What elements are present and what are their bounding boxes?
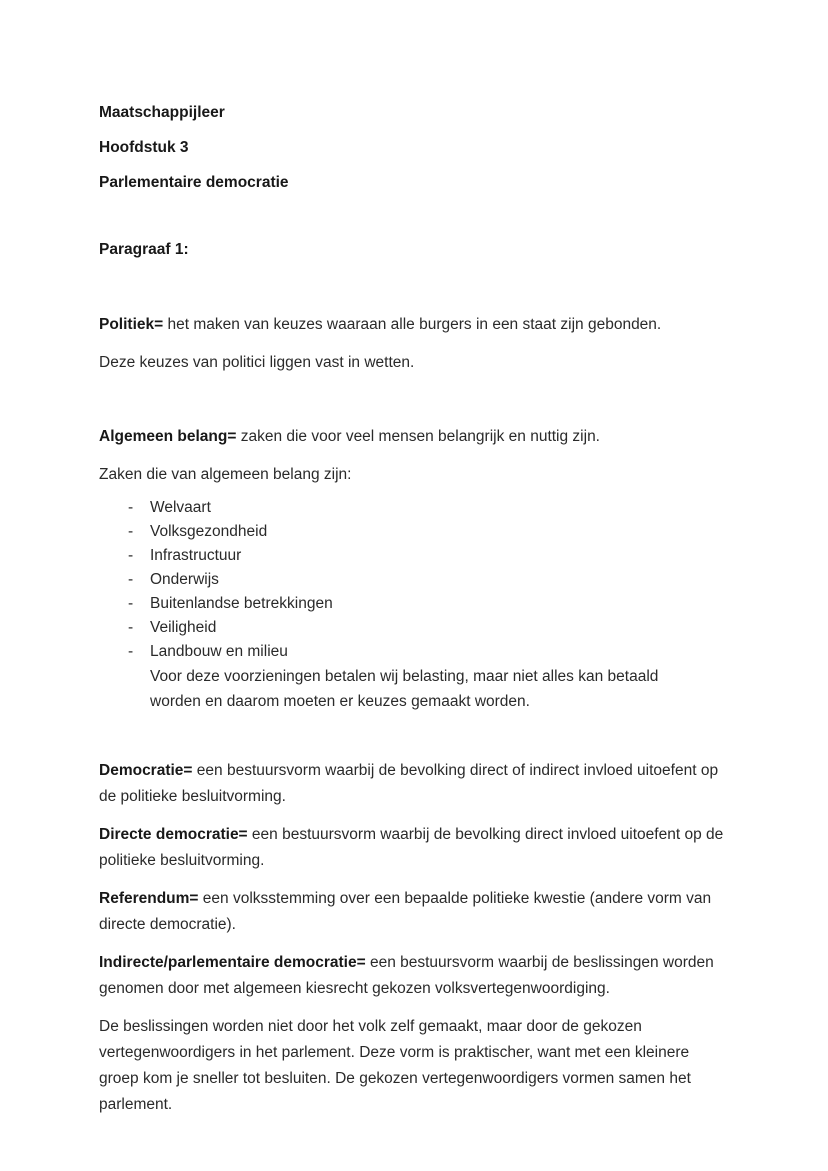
list-item-label: Landbouw en milieu (150, 643, 288, 660)
definition-democratie (99, 758, 731, 810)
list-item-label: Welvaart (150, 499, 211, 516)
bullet-dash: - (128, 571, 134, 588)
bullet-dash: - (128, 523, 134, 540)
list-item (128, 496, 731, 520)
definition-text: het maken van keuzes waaraan alle burgers in een staat zijn gebonden. (163, 316, 662, 333)
list-item (128, 520, 731, 544)
definition-directe-democratie (99, 822, 731, 874)
bullet-dash: - (128, 643, 134, 660)
definition-term: Referendum= (99, 890, 199, 907)
list-intro: Zaken die van algemeen belang zijn: (99, 466, 352, 483)
definition-politiek (99, 312, 731, 338)
list-item (128, 544, 731, 568)
definition-text: een volksstemming over een bepaalde politieke kwestie (andere vorm van directe democratie). (99, 890, 712, 933)
definition-term: Indirecte/parlementaire democratie= (99, 954, 366, 971)
bullet-dash: - (128, 499, 134, 516)
list-item (128, 616, 731, 640)
definition-referendum (99, 886, 731, 938)
algemeen-belang-list (99, 496, 731, 714)
bullet-dash: - (128, 547, 134, 564)
section-heading-paragraaf-1: Paragraaf 1: (99, 241, 189, 258)
definition-text: een bestuursvorm waarbij de bevolking direct invloed uitoefent op de politieke besluitvorming. (99, 826, 724, 869)
list-item (128, 592, 731, 616)
closing-paragraph: De beslissingen worden niet door het volk zelf gemaakt, maar door de gekozen vertegenwoordigers in het parlement. Deze vorm is praktischer, want met een kleinere groep kom je sneller tot besluiten. De gekozen vertegenwoordigers vormen samen het parlement. (99, 1018, 691, 1113)
doc-title-topic: Parlementaire democratie (99, 174, 289, 191)
list-item-label: Infrastructuur (150, 547, 242, 564)
definition-term: Directe democratie= (99, 826, 248, 843)
definition-term: Democratie= (99, 762, 193, 779)
list-item-label: Onderwijs (150, 571, 219, 588)
bullet-dash: - (128, 619, 134, 636)
list-item-label: Buitenlandse betrekkingen (150, 595, 333, 612)
list-item (128, 640, 731, 664)
list-item-label: Volksgezondheid (150, 523, 268, 540)
doc-title-subject: Maatschappijleer (99, 104, 225, 121)
definition-term: Politiek= (99, 316, 164, 333)
doc-title-chapter: Hoofdstuk 3 (99, 139, 189, 156)
definition-text: een bestuursvorm waarbij de bevolking direct of indirect invloed uitoefent op de politieke besluitvorming. (99, 762, 719, 805)
definition-text: een bestuursvorm waarbij de beslissingen worden genomen door met algemeen kiesrecht gekozen volksvertegenwoordiging. (99, 954, 714, 997)
definition-indirecte-parlementaire-democratie (99, 950, 731, 1002)
politiek-note: Deze keuzes van politici liggen vast in wetten. (99, 354, 415, 371)
list-continuation-note: Voor deze voorzieningen betalen wij belasting, maar niet alles kan betaald worden en daarom moeten er keuzes gemaakt worden. (150, 668, 659, 710)
definition-text: zaken die voor veel mensen belangrijk en nuttig zijn. (236, 428, 600, 445)
bullet-dash: - (128, 595, 134, 612)
list-item (128, 568, 731, 592)
definition-term: Algemeen belang= (99, 428, 237, 445)
list-item-label: Veiligheid (150, 619, 217, 636)
definition-algemeen-belang (99, 424, 731, 450)
